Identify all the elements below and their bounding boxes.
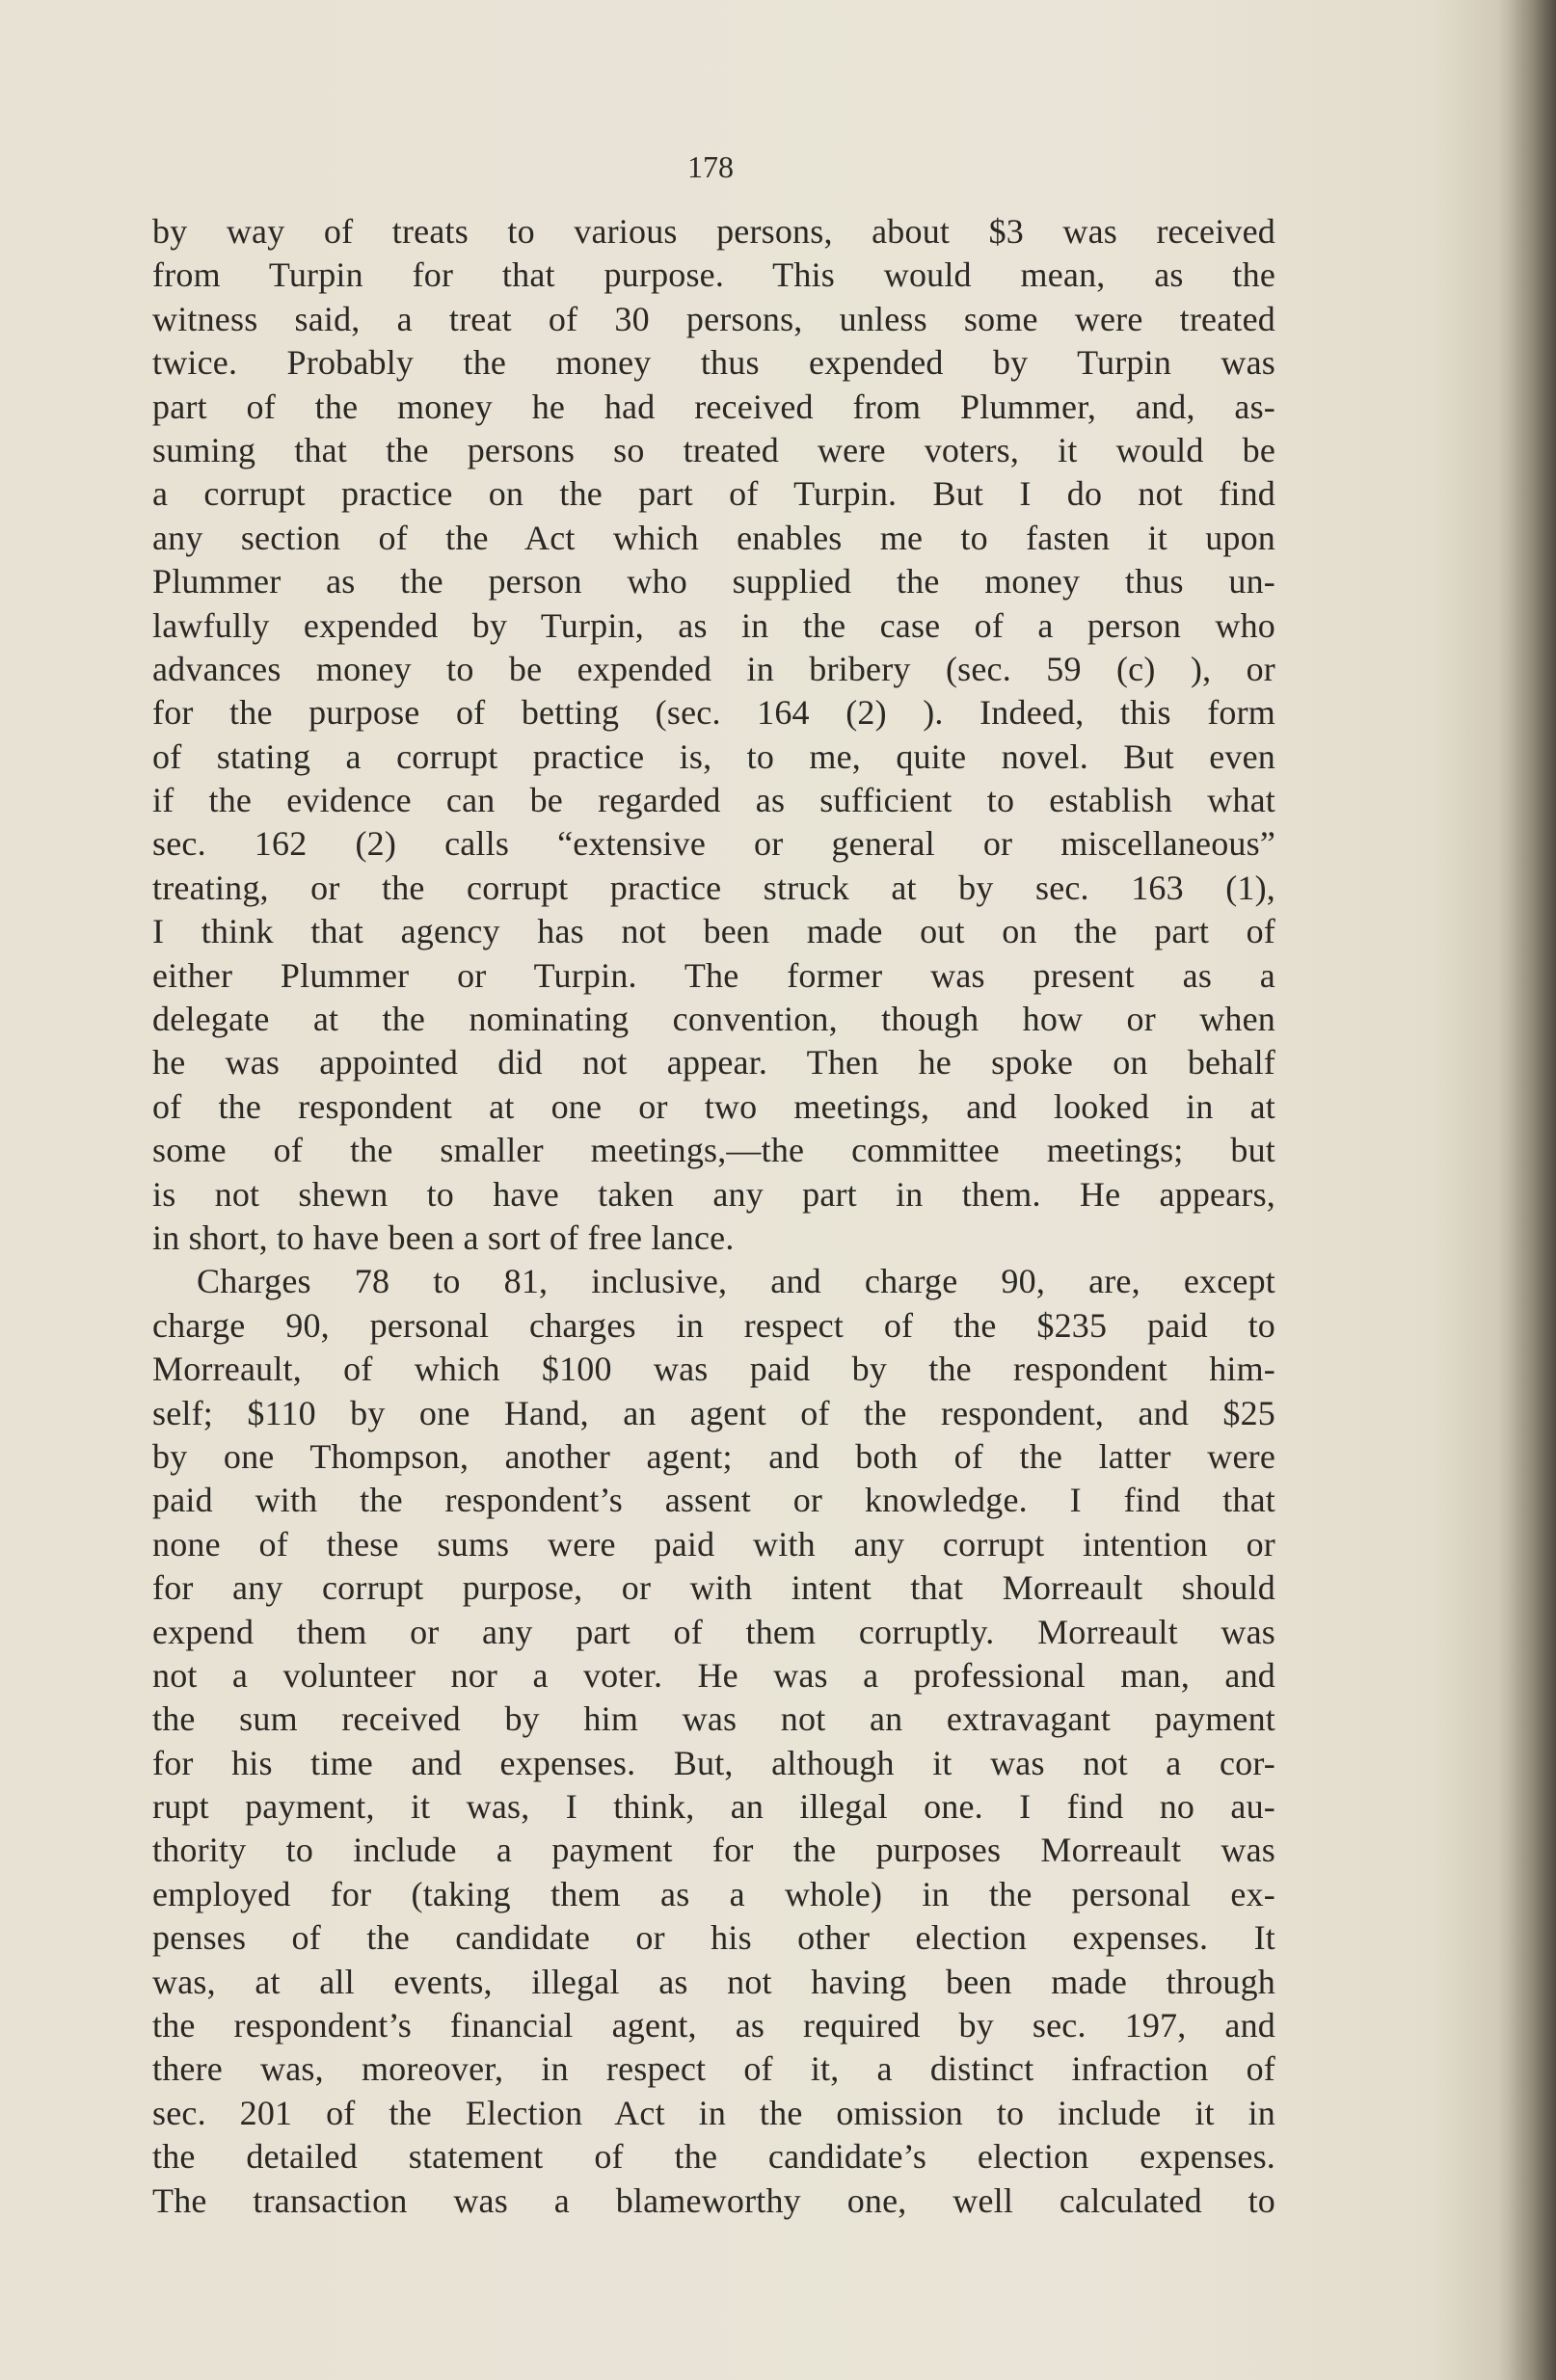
text-line: of stating a corrupt practice is, to me, quite novel. But even	[152, 736, 1275, 776]
text-line: the detailed statement of the candidate’s election expenses.	[152, 2137, 1275, 2177]
text-line: treating, or the corrupt practice struck at by sec. 163 (1),	[152, 868, 1275, 907]
text-line: witness said, a treat of 30 persons, unless some were treated	[152, 299, 1275, 338]
text-line: Charges 78 to 81, inclusive, and charge 90, are, except	[197, 1262, 1275, 1301]
text-line: is not shewn to have taken any part in them. He appears,	[152, 1174, 1275, 1214]
text-line: was, at all events, illegal as not having been made through	[152, 1962, 1275, 2001]
text-line: penses of the candidate or his other election expenses. It	[152, 1918, 1275, 1958]
text-line: sec. 162 (2) calls “extensive or general or miscellaneous”	[152, 824, 1275, 864]
text-line: expend them or any part of them corruptly. Morreault was	[152, 1612, 1275, 1651]
text-line: The transaction was a blameworthy one, well calculated to	[152, 2180, 1275, 2220]
text-line: charge 90, personal charges in respect of the $235 paid to	[152, 1305, 1275, 1345]
text-line: he was appointed did not appear. Then he spoke on behalf	[152, 1043, 1275, 1083]
text-line: thority to include a payment for the purposes Morreault was	[152, 1831, 1275, 1870]
text-line: in short, to have been a sort of free lance.	[152, 1217, 735, 1257]
text-line: part of the money he had received from Plummer, and, as-	[152, 387, 1275, 426]
text-line: lawfully expended by Turpin, as in the case of a person who	[152, 605, 1275, 645]
text-line: for the purpose of betting (sec. 164 (2) ). Indeed, this form	[152, 693, 1275, 733]
text-line: some of the smaller meetings,—the committee meetings; but	[152, 1131, 1275, 1170]
text-line: employed for (taking them as a whole) in the personal ex-	[152, 1874, 1275, 1913]
text-line: advances money to be expended in bribery (sec. 59 (c) ), or	[152, 649, 1275, 688]
text-line: not a volunteer nor a voter. He was a professional man, and	[152, 1655, 1275, 1695]
text-line: for any corrupt purpose, or with intent that Morreault should	[152, 1568, 1275, 1608]
text-line: delegate at the nominating convention, though how or when	[152, 1000, 1275, 1039]
text-line: twice. Probably the money thus expended by Turpin was	[152, 343, 1275, 383]
text-line: either Plummer or Turpin. The former was present as a	[152, 955, 1275, 995]
text-line: sec. 201 of the Election Act in the omission to include it in	[152, 2093, 1275, 2132]
text-line: I think that agency has not been made out on the part of	[152, 912, 1275, 951]
text-line: Morreault, of which $100 was paid by the respondent him-	[152, 1350, 1275, 1389]
text-line: for his time and expenses. But, although it was not a cor-	[152, 1743, 1275, 1782]
text-line: Plummer as the person who supplied the money thus un-	[152, 562, 1275, 602]
text-line: by way of treats to various persons, about $3 was received	[152, 212, 1275, 251]
text-line: none of these sums were paid with any corrupt intention or	[152, 1524, 1275, 1564]
text-line: any section of the Act which enables me to fasten it upon	[152, 518, 1275, 557]
text-line: of the respondent at one or two meetings, and looked in at	[152, 1086, 1275, 1126]
text-line: the respondent’s financial agent, as required by sec. 197, and	[152, 2006, 1275, 2046]
body-text	[152, 210, 1275, 2223]
text-line: paid with the respondent’s assent or knowledge. I find that	[152, 1481, 1275, 1520]
page-binding-shadow	[1498, 0, 1556, 2380]
text-line: by one Thompson, another agent; and both of the latter were	[152, 1436, 1275, 1476]
text-line: a corrupt practice on the part of Turpin. But I do not find	[152, 474, 1275, 514]
text-line: the sum received by him was not an extravagant payment	[152, 1699, 1275, 1739]
text-line: if the evidence can be regarded as sufficient to establish what	[152, 781, 1275, 820]
text-line: suming that the persons so treated were voters, it would be	[152, 430, 1275, 469]
text-line: there was, moreover, in respect of it, a distinct infraction of	[152, 2049, 1275, 2089]
text-line: from Turpin for that purpose. This would mean, as the	[152, 255, 1275, 295]
text-line: self; $110 by one Hand, an agent of the respondent, and $25	[152, 1393, 1275, 1432]
text-line: rupt payment, it was, I think, an illegal one. I find no au-	[152, 1787, 1275, 1827]
page-number: 178	[687, 149, 734, 184]
